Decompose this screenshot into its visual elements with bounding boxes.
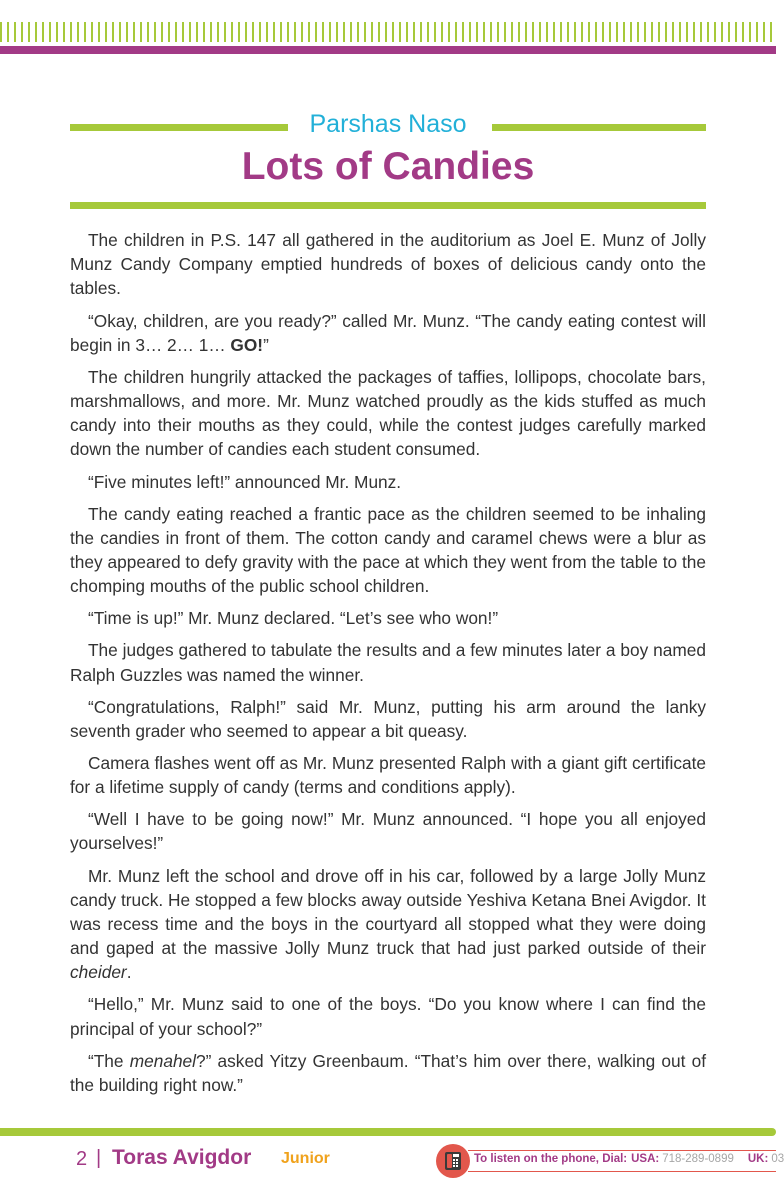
story-paragraph: “Congratulations, Ralph!” said Mr. Munz, putting his arm around the lanky seventh grader who seemed to appear a bit queasy. bbox=[70, 696, 706, 741]
story-paragraph: “Five minutes left!” announced Mr. Munz. bbox=[88, 471, 402, 492]
top-tick-border bbox=[0, 22, 776, 42]
story-body bbox=[70, 228, 706, 1105]
story-paragraph: “Hello,” Mr. Munz said to one of the boys. “Do you know where I can find the principal of your school?” bbox=[70, 994, 706, 1039]
paragraph-text: Mr. Munz left the school and drove off in his car, followed by a large Jolly Munz candy truck. He stopped a few blocks away outside Yeshiva Ketana Bnei Avigdor. It was recess time and the boys in the courtyard all stopped what they were doing and gaped at the massive Jolly Munz truck that had just parked outside of their bbox=[70, 865, 706, 959]
phone-icon bbox=[436, 1144, 470, 1178]
brand-name: Toras Avigdor bbox=[112, 1146, 252, 1169]
title-band bbox=[70, 108, 706, 142]
story-paragraph: The candy eating reached a frantic pace as the children seemed to be inhaling the candies in front of them. The cotton candy and caramel chews were a blur as they appeared to defy gravity with the pace at which they went from the table to the chomping mouths of the public school children. bbox=[70, 503, 706, 597]
title-bar-right bbox=[492, 124, 706, 131]
parsha-name: Parshas Naso bbox=[309, 110, 467, 138]
paragraph-text: “Okay, children, are you ready?” called Mr. Munz. “The candy eating contest will begin in 3… 2… 1… bbox=[70, 310, 706, 355]
story-paragraph: Camera flashes went off as Mr. Munz presented Ralph with a giant gift certificate for a lifetime supply of candy (terms and conditions apply). bbox=[70, 752, 706, 798]
story-title: Lots of Candies bbox=[241, 145, 535, 188]
italic-text: cheider bbox=[70, 962, 127, 983]
phone-label: To listen on the phone, Dial: bbox=[474, 1153, 628, 1165]
uk-label: UK: bbox=[747, 1153, 769, 1165]
paragraph-text: ?” asked Yitzy Greenbaum. “That’s him over there, walking out of the building right now.” bbox=[70, 1050, 706, 1095]
paragraph-text: “The bbox=[88, 1050, 130, 1071]
italic-text: menahel bbox=[129, 1050, 197, 1071]
story-paragraph: The judges gathered to tabulate the results and a few minutes later a boy named Ralph Guzzles was named the winner. bbox=[70, 640, 706, 685]
usa-label: USA: bbox=[631, 1153, 660, 1165]
story-paragraph: The children hungrily attacked the packages of taffies, lollipops, chocolate bars, marshmallows, and more. Mr. Munz watched proudly as the kids stuffed as much candy into their mouths as they could, while the contest judges carefully marked down the number of candies each student consumed. bbox=[70, 366, 706, 460]
usa-number: 718-289-0899 bbox=[662, 1153, 734, 1165]
top-rule bbox=[0, 46, 776, 54]
bottom-rule bbox=[0, 1128, 776, 1136]
phone-info bbox=[474, 1153, 784, 1165]
footer-separator: | bbox=[96, 1147, 102, 1169]
story-paragraph: The children in P.S. 147 all gathered in the auditorium as Joel E. Munz of Jolly Munz Candy Company emptied hundreds of boxes of delicious candy onto the tables. bbox=[70, 230, 706, 299]
story-paragraph bbox=[70, 1049, 706, 1097]
title-underline bbox=[70, 202, 706, 209]
story-paragraph: “Well I have to be going now!” Mr. Munz announced. “I hope you all enjoyed yourselves!” bbox=[70, 809, 706, 854]
uk-number: 03 bbox=[771, 1153, 784, 1165]
brand-sub: Junior bbox=[281, 1150, 330, 1167]
story-paragraph: “Time is up!” Mr. Munz declared. “Let’s see who won!” bbox=[88, 608, 499, 629]
paragraph-text: . bbox=[126, 962, 132, 983]
page-number: 2 bbox=[76, 1148, 88, 1170]
story-paragraph bbox=[70, 864, 706, 985]
paragraph-text: ” bbox=[263, 334, 269, 355]
story-paragraph bbox=[70, 309, 706, 357]
bold-text: GO! bbox=[230, 334, 264, 355]
page-footer bbox=[0, 1140, 784, 1180]
